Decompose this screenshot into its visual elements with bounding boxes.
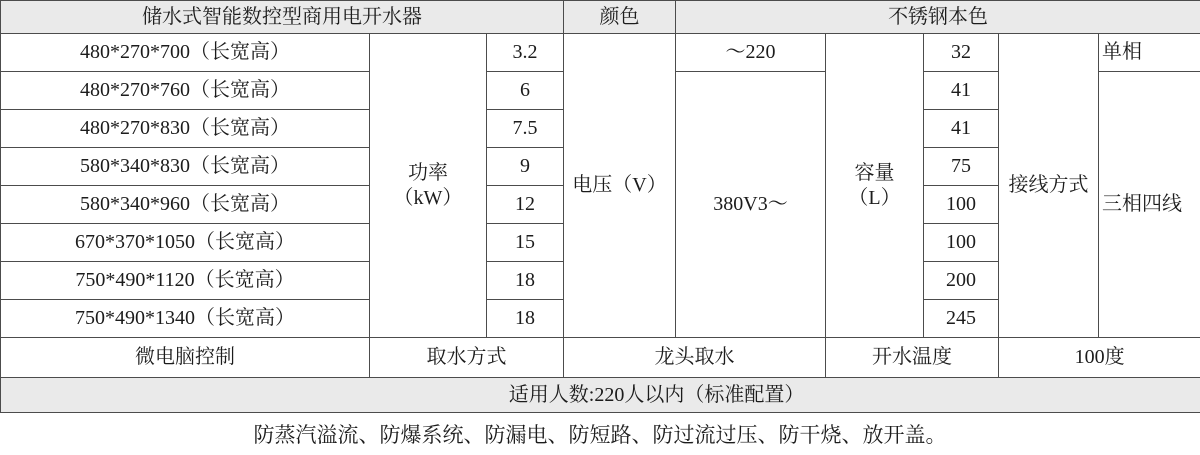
note-row: [1, 378, 1200, 413]
size-cell: 580*340*960（长宽高）: [1, 186, 370, 224]
power-value-cell: 15: [487, 224, 564, 262]
capacity-value-cell: 245: [924, 300, 999, 338]
power-unit-label: （kW）: [370, 186, 486, 211]
wiring-label-cell: 接线方式: [999, 34, 1099, 338]
power-value-cell: 12: [487, 186, 564, 224]
capacity-value-cell: 41: [924, 72, 999, 110]
power-label: 功率: [370, 161, 486, 186]
capacity-value-cell: 75: [924, 148, 999, 186]
size-cell: 580*340*830（长宽高）: [1, 148, 370, 186]
voltage-value-cell: 380V3～: [676, 72, 826, 338]
temp-label-cell: 开水温度: [826, 338, 999, 378]
table-row: [1, 34, 1200, 72]
power-value-cell: 9: [487, 148, 564, 186]
water-method-value-cell: 龙头取水: [564, 338, 826, 378]
water-method-label-cell: 取水方式: [370, 338, 564, 378]
capacity-unit-label: （L）: [826, 186, 923, 211]
power-value-cell: 6: [487, 72, 564, 110]
capacity-value-cell: 200: [924, 262, 999, 300]
size-cell: 670*370*1050（长宽高）: [1, 224, 370, 262]
capacity-value-cell: 100: [924, 186, 999, 224]
power-value-cell: 18: [487, 300, 564, 338]
color-label-cell: 颜色: [564, 1, 676, 34]
wiring-value-cell: 单相: [1099, 34, 1200, 72]
capacity-note-cell: 适用人数:220人以内（标准配置）: [1, 378, 1200, 413]
capacity-label: 容量: [826, 161, 923, 186]
capacity-value-cell: 100: [924, 224, 999, 262]
voltage-label-cell: 电压（V）: [564, 34, 676, 338]
power-value-cell: 7.5: [487, 110, 564, 148]
capacity-value-cell: 32: [924, 34, 999, 72]
size-cell: 750*490*1340（长宽高）: [1, 300, 370, 338]
voltage-value-cell: ～220: [676, 34, 826, 72]
size-cell: 480*270*830（长宽高）: [1, 110, 370, 148]
temp-value-cell: 100度: [999, 338, 1200, 378]
power-label-cell: [370, 34, 487, 338]
power-value-cell: 18: [487, 262, 564, 300]
control-cell: 微电脑控制: [1, 338, 370, 378]
header-row: [1, 1, 1200, 34]
size-cell: 480*270*700（长宽高）: [1, 34, 370, 72]
power-value-cell: 3.2: [487, 34, 564, 72]
capacity-label-cell: [826, 34, 924, 338]
size-cell: 480*270*760（长宽高）: [1, 72, 370, 110]
product-title-cell: 储水式智能数控型商用电开水器: [1, 1, 564, 34]
control-row: [1, 338, 1200, 378]
wiring-value-cell: 三相四线: [1099, 72, 1200, 338]
capacity-value-cell: 41: [924, 110, 999, 148]
color-value-cell: 不锈钢本色: [676, 1, 1200, 34]
safety-features-text: 防蒸汽溢流、防爆系统、防漏电、防短路、防过流过压、防干烧、放开盖。: [0, 413, 1200, 455]
size-cell: 750*490*1120（长宽高）: [1, 262, 370, 300]
